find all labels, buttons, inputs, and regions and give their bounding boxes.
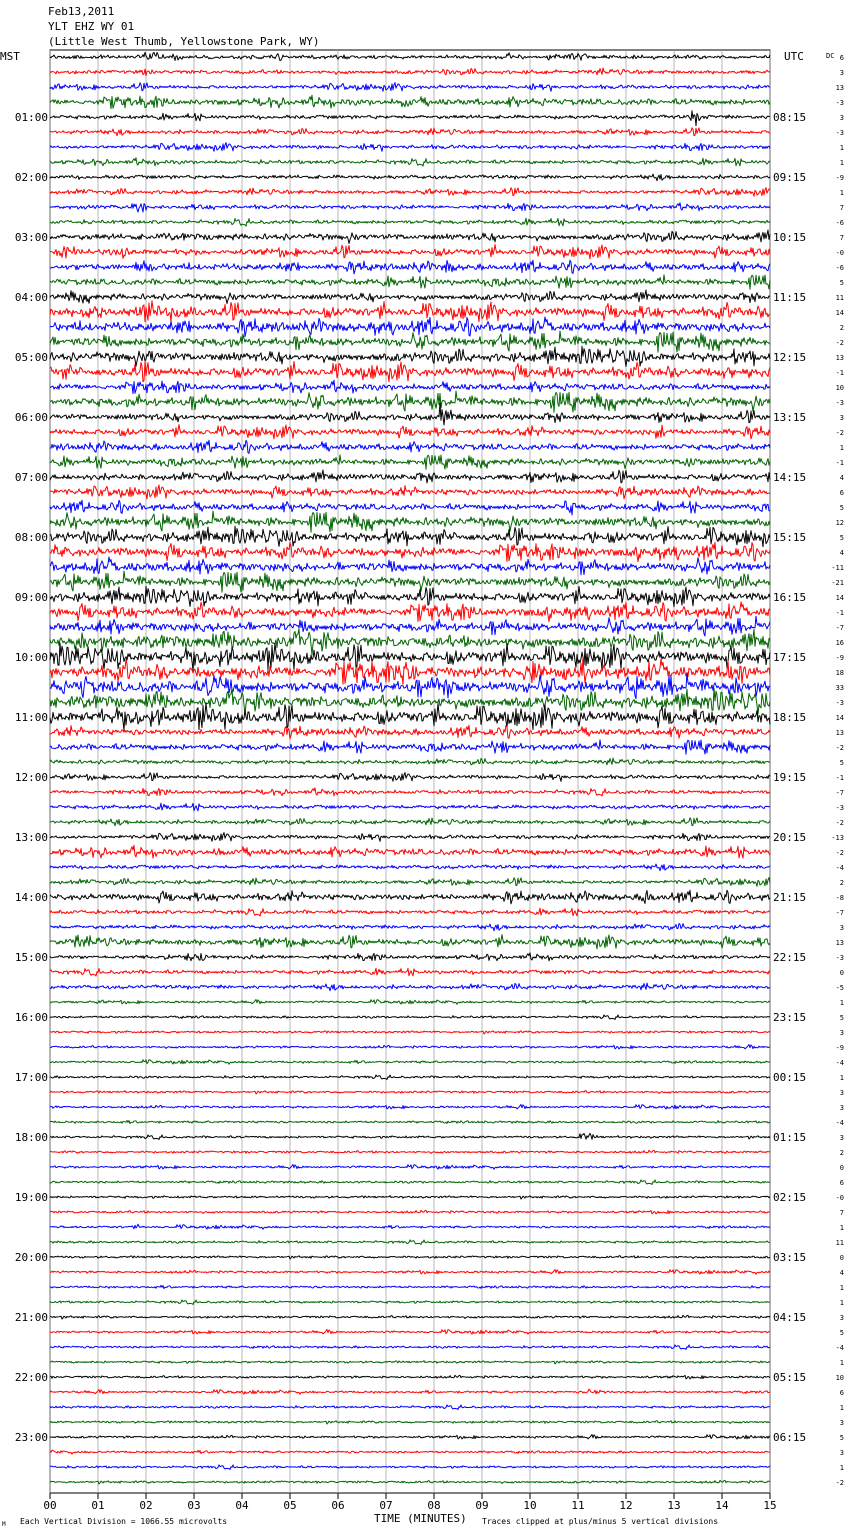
- dc-offset-label: 3: [839, 1029, 844, 1037]
- trace-line: [50, 818, 770, 826]
- right-hour-label: 14:15: [773, 471, 807, 484]
- right-hour-label: 19:15: [773, 771, 807, 784]
- dc-offset-label: 16: [835, 639, 844, 647]
- dc-offset-label: 3: [839, 414, 844, 422]
- trace-line: [50, 864, 770, 871]
- dc-offset-label: -4: [835, 864, 844, 872]
- trace-line: [50, 758, 770, 765]
- dc-offset-label: 6: [839, 1389, 844, 1397]
- dc-offset-label: 5: [839, 759, 844, 767]
- trace-line: [50, 1224, 770, 1229]
- right-hour-label: 12:15: [773, 351, 807, 364]
- trace-line: [50, 174, 770, 181]
- dc-offset-label: 0: [839, 1254, 844, 1262]
- footer-mark: M: [2, 1521, 6, 1528]
- left-hour-label: 13:00: [14, 831, 48, 844]
- dc-offset-label: 18: [835, 669, 844, 677]
- trace-line: [50, 1120, 770, 1123]
- trace-line: [50, 158, 770, 166]
- dc-offset-label: 5: [839, 279, 844, 287]
- right-hour-label: 13:15: [773, 411, 807, 424]
- trace-line: [50, 1315, 770, 1319]
- dc-offset-label: 0: [839, 1164, 844, 1172]
- trace-line: [50, 983, 770, 991]
- trace-line: [50, 1150, 770, 1153]
- dc-offset-label: 14: [835, 594, 844, 602]
- scale-note: Each Vertical Division = 1066.55 microvolts: [20, 1517, 228, 1526]
- dc-offset-label: 11: [835, 1239, 844, 1247]
- left-hour-label: 10:00: [14, 651, 48, 664]
- dc-offset-label: -4: [835, 1059, 844, 1067]
- station-location: (Little West Thumb, Yellowstone Park, WY): [48, 35, 320, 48]
- trace-line: [50, 1421, 770, 1424]
- left-hour-label: 05:00: [14, 351, 48, 364]
- left-hour-label: 18:00: [14, 1131, 48, 1144]
- trace-line: [50, 455, 770, 469]
- x-tick-label: 04: [235, 1499, 249, 1512]
- dc-offset-label: -5: [835, 984, 844, 992]
- dc-offset-label: 5: [839, 1329, 844, 1337]
- trace-line: [50, 301, 770, 322]
- right-hour-label: 18:15: [773, 711, 807, 724]
- dc-offset-label: -2: [835, 744, 844, 752]
- trace-line: [50, 1269, 770, 1274]
- trace-line: [50, 331, 770, 352]
- trace-line: [50, 1389, 770, 1394]
- dc-header-label: DC: [826, 52, 835, 60]
- trace-line: [50, 52, 770, 60]
- dc-offset-label: 2: [839, 324, 844, 332]
- trace-line: [50, 362, 770, 382]
- left-hour-label: 15:00: [14, 951, 48, 964]
- trace-line: [50, 218, 770, 226]
- x-tick-label: 06: [331, 1499, 345, 1512]
- right-timezone-label: UTC: [784, 50, 804, 63]
- dc-offset-label: -7: [835, 624, 844, 632]
- dc-offset-label: -13: [831, 834, 844, 842]
- trace-line: [50, 1480, 770, 1484]
- trace-line: [50, 290, 770, 304]
- dc-offset-label: 7: [839, 204, 844, 212]
- x-tick-label: 15: [763, 1499, 777, 1512]
- dc-offset-label: -4: [835, 1344, 844, 1352]
- dc-offset-label: -0: [835, 249, 844, 257]
- trace-line: [50, 1240, 770, 1245]
- trace-line: [50, 526, 770, 546]
- dc-offset-label: 11: [835, 294, 844, 302]
- dc-offset-label: 3: [839, 69, 844, 77]
- trace-line: [50, 773, 770, 782]
- x-tick-label: 01: [91, 1499, 105, 1512]
- dc-offset-label: 6: [839, 1179, 844, 1187]
- dc-offset-label: -2: [835, 339, 844, 347]
- trace-line: [50, 143, 770, 152]
- dc-offset-label: -6: [835, 264, 844, 272]
- trace-line: [50, 500, 770, 515]
- dc-offset-label: 5: [839, 1434, 844, 1442]
- dc-offset-label: 1: [839, 189, 844, 197]
- left-hour-label: 20:00: [14, 1251, 48, 1264]
- left-hour-label: 23:00: [14, 1431, 48, 1444]
- trace-line: [50, 203, 770, 212]
- trace-line: [50, 317, 770, 337]
- x-tick-label: 12: [619, 1499, 633, 1512]
- dc-offset-label: 1: [839, 1359, 844, 1367]
- dc-offset-label: 3: [839, 1449, 844, 1457]
- trace-line: [50, 1031, 770, 1034]
- dc-offset-label: 4: [839, 1269, 844, 1277]
- dc-offset-label: -4: [835, 1119, 844, 1127]
- trace-line: [50, 380, 770, 393]
- trace-line: [50, 188, 770, 197]
- trace-line: [50, 1361, 770, 1364]
- clip-note: Traces clipped at plus/minus 5 vertical divisions: [482, 1517, 719, 1526]
- dc-offset-label: -9: [835, 1044, 844, 1052]
- dc-offset-label: -3: [835, 99, 844, 107]
- dc-offset-label: -3: [835, 954, 844, 962]
- trace-line: [50, 485, 770, 499]
- dc-offset-label: 0: [839, 969, 844, 977]
- left-hour-label: 21:00: [14, 1311, 48, 1324]
- trace-line: [50, 1450, 770, 1454]
- dc-offset-label: -11: [831, 564, 844, 572]
- trace-line: [50, 83, 770, 92]
- dc-offset-label: 7: [839, 234, 844, 242]
- dc-offset-label: -3: [835, 129, 844, 137]
- x-tick-label: 14: [715, 1499, 729, 1512]
- trace-line: [50, 1210, 770, 1214]
- trace-line: [50, 1434, 770, 1439]
- trace-line: [50, 557, 770, 575]
- dc-offset-label: -1: [835, 459, 844, 467]
- dc-offset-label: 1: [839, 1284, 844, 1292]
- x-tick-label: 02: [139, 1499, 153, 1512]
- trace-line: [50, 908, 770, 916]
- left-hour-label: 12:00: [14, 771, 48, 784]
- left-hour-label: 08:00: [14, 531, 48, 544]
- x-tick-label: 09: [475, 1499, 489, 1512]
- left-hour-label: 22:00: [14, 1371, 48, 1384]
- trace-line: [50, 1256, 770, 1259]
- trace-line: [50, 1465, 770, 1470]
- left-hour-label: 01:00: [14, 111, 48, 124]
- dc-offset-label: 1: [839, 444, 844, 452]
- x-axis-title: TIME (MINUTES): [374, 1512, 467, 1525]
- right-hour-label: 16:15: [773, 591, 807, 604]
- trace-line: [50, 740, 770, 754]
- x-tick-label: 03: [187, 1499, 201, 1512]
- dc-offset-label: 1: [839, 1299, 844, 1307]
- right-hour-label: 03:15: [773, 1251, 807, 1264]
- dc-offset-label: -6: [835, 219, 844, 227]
- trace-line: [50, 230, 770, 244]
- trace-line: [50, 1405, 770, 1410]
- dc-offset-label: 14: [835, 309, 844, 317]
- dc-offset-label: 3: [839, 1089, 844, 1097]
- trace-line: [50, 1104, 770, 1109]
- dc-offset-label: -2: [835, 819, 844, 827]
- trace-line: [50, 890, 770, 904]
- dc-offset-label: -9: [835, 174, 844, 182]
- trace-line: [50, 470, 770, 483]
- dc-offset-label: -3: [835, 804, 844, 812]
- dc-offset-label: -7: [835, 789, 844, 797]
- trace-line: [50, 1196, 770, 1199]
- dc-offset-label: -3: [835, 399, 844, 407]
- left-hour-label: 19:00: [14, 1191, 48, 1204]
- dc-offset-label: 3: [839, 1134, 844, 1142]
- right-hour-label: 00:15: [773, 1071, 807, 1084]
- trace-line: [50, 968, 770, 976]
- dc-offset-label: -2: [835, 429, 844, 437]
- right-hour-label: 04:15: [773, 1311, 807, 1324]
- right-hour-label: 17:15: [773, 651, 807, 664]
- right-hour-label: 15:15: [773, 531, 807, 544]
- dc-offset-label: 33: [835, 684, 844, 692]
- trace-line: [50, 440, 770, 453]
- dc-offset-label: 13: [835, 354, 844, 362]
- trace-line: [50, 571, 770, 592]
- trace-line: [50, 1044, 770, 1048]
- dc-offset-label: -1: [835, 774, 844, 782]
- trace-line: [50, 935, 770, 949]
- dc-offset-label: 14: [835, 714, 844, 722]
- trace-line: [50, 68, 770, 76]
- right-hour-label: 20:15: [773, 831, 807, 844]
- dc-offset-label: -0: [835, 1194, 844, 1202]
- x-tick-label: 13: [667, 1499, 681, 1512]
- trace-line: [50, 999, 770, 1004]
- trace-line: [50, 542, 770, 561]
- right-hour-label: 02:15: [773, 1191, 807, 1204]
- dc-offset-label: 2: [839, 1149, 844, 1157]
- trace-line: [50, 1285, 770, 1288]
- dc-offset-label: 3: [839, 1419, 844, 1427]
- left-hour-label: 03:00: [14, 231, 48, 244]
- dc-offset-label: 2: [839, 879, 844, 887]
- right-hour-label: 08:15: [773, 111, 807, 124]
- dc-offset-label: 1: [839, 144, 844, 152]
- dc-offset-label: -21: [831, 579, 844, 587]
- right-hour-label: 01:15: [773, 1131, 807, 1144]
- trace-line: [50, 703, 770, 730]
- trace-line: [50, 245, 770, 259]
- right-hour-label: 21:15: [773, 891, 807, 904]
- dc-offset-label: 5: [839, 1014, 844, 1022]
- trace-line: [50, 391, 770, 412]
- trace-line: [50, 1060, 770, 1064]
- trace-line: [50, 845, 770, 858]
- left-hour-label: 14:00: [14, 891, 48, 904]
- right-hour-label: 10:15: [773, 231, 807, 244]
- trace-line: [50, 658, 770, 684]
- trace-line: [50, 1180, 770, 1185]
- trace-line: [50, 425, 770, 439]
- dc-offset-label: 13: [835, 729, 844, 737]
- left-timezone-label: MST: [0, 50, 20, 63]
- left-hour-label: 02:00: [14, 171, 48, 184]
- dc-offset-label: -2: [835, 849, 844, 857]
- dc-offset-label: 10: [835, 1374, 844, 1382]
- x-tick-label: 10: [523, 1499, 537, 1512]
- x-tick-label: 08: [427, 1499, 441, 1512]
- trace-line: [50, 511, 770, 532]
- dc-offset-label: 1: [839, 1224, 844, 1232]
- trace-line: [50, 602, 770, 622]
- trace-line: [50, 1329, 770, 1334]
- trace-line: [50, 788, 770, 796]
- x-tick-label: 05: [283, 1499, 297, 1512]
- x-tick-label: 00: [43, 1499, 57, 1512]
- right-hour-label: 09:15: [773, 171, 807, 184]
- trace-line: [50, 95, 770, 108]
- plot-date: Feb13,2011: [48, 5, 115, 18]
- dc-offset-label: 4: [839, 474, 844, 482]
- dc-offset-label: -1: [835, 609, 844, 617]
- dc-offset-label: -1: [835, 369, 844, 377]
- dc-offset-label: 5: [839, 534, 844, 542]
- left-hour-label: 16:00: [14, 1011, 48, 1024]
- left-hour-label: 06:00: [14, 411, 48, 424]
- left-hour-label: 07:00: [14, 471, 48, 484]
- x-tick-label: 11: [571, 1499, 585, 1512]
- dc-offset-label: 6: [839, 54, 844, 62]
- trace-line: [50, 128, 770, 136]
- dc-offset-label: 10: [835, 384, 844, 392]
- trace-line: [50, 1345, 770, 1350]
- right-hour-label: 22:15: [773, 951, 807, 964]
- dc-offset-label: 12: [835, 519, 844, 527]
- trace-line: [50, 275, 770, 289]
- x-tick-label: 07: [379, 1499, 393, 1512]
- trace-line: [50, 1015, 770, 1020]
- left-hour-label: 09:00: [14, 591, 48, 604]
- trace-line: [50, 725, 770, 739]
- left-hour-label: 17:00: [14, 1071, 48, 1084]
- station-code: YLT EHZ WY 01: [48, 20, 135, 33]
- trace-line: [50, 346, 770, 366]
- dc-offset-label: 1: [839, 1404, 844, 1412]
- trace-line: [50, 833, 770, 842]
- dc-offset-label: 3: [839, 1104, 844, 1112]
- trace-line: [50, 1375, 770, 1379]
- right-hour-label: 23:15: [773, 1011, 807, 1024]
- dc-offset-label: -7: [835, 909, 844, 917]
- right-hour-label: 11:15: [773, 291, 807, 304]
- trace-line: [50, 403, 770, 425]
- dc-offset-label: -8: [835, 894, 844, 902]
- trace-line: [50, 1075, 770, 1080]
- trace-line: [50, 878, 770, 887]
- trace-line: [50, 260, 770, 274]
- right-hour-label: 05:15: [773, 1371, 807, 1384]
- trace-line: [50, 586, 770, 606]
- dc-offset-label: -2: [835, 1479, 844, 1487]
- trace-line: [50, 923, 770, 930]
- left-hour-label: 04:00: [14, 291, 48, 304]
- trace-line: [50, 1091, 770, 1094]
- dc-offset-label: -3: [835, 699, 844, 707]
- trace-line: [50, 111, 770, 126]
- dc-offset-label: 7: [839, 1209, 844, 1217]
- trace-line: [50, 1164, 770, 1169]
- trace-line: [50, 1133, 770, 1139]
- dc-offset-label: 3: [839, 114, 844, 122]
- dc-offset-label: 13: [835, 84, 844, 92]
- dc-offset-label: 1: [839, 999, 844, 1007]
- right-hour-label: 06:15: [773, 1431, 807, 1444]
- trace-line: [50, 629, 770, 655]
- dc-offset-label: 3: [839, 1314, 844, 1322]
- dc-offset-label: 1: [839, 1074, 844, 1082]
- dc-offset-label: 1: [839, 159, 844, 167]
- dc-offset-label: 13: [835, 939, 844, 947]
- dc-offset-label: 1: [839, 1464, 844, 1472]
- dc-offset-label: 6: [839, 489, 844, 497]
- trace-line: [50, 953, 770, 961]
- trace-line: [50, 803, 770, 811]
- dc-offset-label: 3: [839, 924, 844, 932]
- dc-offset-label: 4: [839, 549, 844, 557]
- dc-offset-label: 5: [839, 504, 844, 512]
- dc-offset-label: -9: [835, 654, 844, 662]
- trace-line: [50, 1300, 770, 1305]
- left-hour-label: 11:00: [14, 711, 48, 724]
